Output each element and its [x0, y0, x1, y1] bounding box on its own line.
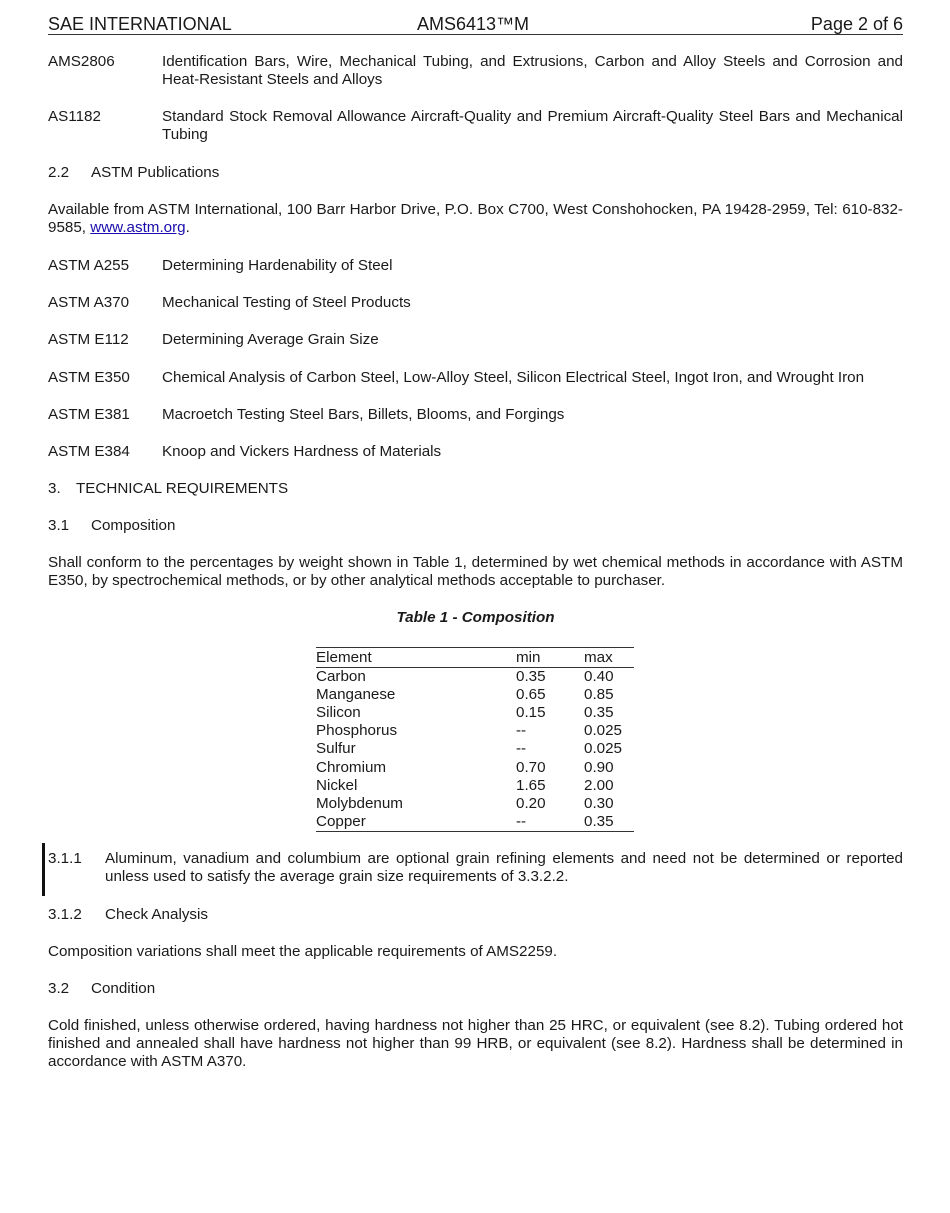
reference-title: Determining Hardenability of Steel [162, 257, 393, 274]
section-heading-3 [48, 480, 288, 498]
cell-element: Nickel [316, 776, 358, 794]
cell-max: 0.85 [584, 686, 614, 704]
section-title: Check Analysis [105, 906, 208, 923]
availability-text: Available from ASTM International, 100 Barr Harbor Drive, P.O. Box C700, West Conshohocken, PA 19428-2959, Tel: 610-832-9585, [48, 201, 903, 236]
cell-min: 0.65 [516, 686, 546, 704]
cell-max: 0.025 [584, 740, 623, 758]
section-number: 3.1 [48, 517, 70, 534]
column-header-max: max [584, 649, 613, 666]
table-row [316, 668, 634, 687]
cell-element: Manganese [316, 686, 396, 704]
column-header-element: Element [316, 649, 372, 666]
reference-code: ASTM E381 [48, 406, 130, 423]
availability-period: . [185, 219, 190, 236]
table-row [316, 795, 634, 813]
reference-title: Determining Average Grain Size [162, 331, 379, 348]
cell-element: Copper [316, 812, 366, 830]
section-title: ASTM Publications [91, 164, 220, 181]
section-number: 3.1.1 [48, 850, 82, 867]
reference-as1182 [48, 108, 903, 144]
reference-ams2806 [48, 53, 903, 89]
cell-min: -- [516, 740, 527, 758]
section-number: 3.2 [48, 980, 70, 997]
reference-title: Knoop and Vickers Hardness of Materials [162, 443, 442, 460]
header-doc-id: AMS6413™M [417, 14, 530, 34]
reference-title: Mechanical Testing of Steel Products [162, 294, 411, 311]
header-page-number: Page 2 of 6 [810, 14, 903, 34]
reference-title: Identification Bars, Wire, Mechanical Tubing, and Extrusions, Carbon and Alloy Steels and Corrosion and Heat-Resistant Steels and Alloys [162, 53, 903, 88]
section-heading-3-2 [48, 980, 155, 998]
cell-max: 0.025 [584, 722, 623, 740]
table-row [316, 740, 634, 758]
reference-code: AMS2806 [48, 53, 115, 70]
column-header-min: min [516, 649, 541, 666]
reference-title: Macroetch Testing Steel Bars, Billets, Blooms, and Forgings [162, 406, 565, 423]
section-heading-2-2 [48, 164, 219, 182]
reference-astm-a370 [48, 294, 903, 312]
table-row [316, 759, 634, 777]
cell-element: Sulfur [316, 740, 356, 758]
table-row [316, 686, 634, 704]
revision-change-bar [42, 843, 45, 896]
cell-min: -- [516, 812, 527, 830]
cell-element: Silicon [316, 704, 361, 722]
section-3-1-1 [48, 850, 903, 886]
reference-code: ASTM E384 [48, 443, 130, 460]
reference-code: AS1182 [48, 108, 101, 125]
cell-element: Phosphorus [316, 722, 398, 740]
table-header-row [316, 648, 634, 668]
cell-max: 0.35 [584, 704, 614, 722]
cell-element: Carbon [316, 668, 366, 686]
section-title: TECHNICAL REQUIREMENTS [76, 480, 289, 497]
composition-table [316, 647, 634, 832]
table-row [316, 813, 634, 832]
cell-max: 0.40 [584, 668, 614, 686]
cell-max: 0.35 [584, 812, 614, 830]
cell-min: 0.70 [516, 758, 546, 776]
cell-min: -- [516, 722, 527, 740]
reference-astm-e381 [48, 406, 903, 424]
astm-availability-paragraph [48, 201, 903, 237]
section-number: 3. [48, 480, 61, 497]
cell-max: 2.00 [584, 776, 614, 794]
reference-astm-e384 [48, 443, 903, 461]
cell-max: 0.90 [584, 758, 614, 776]
cell-element: Molybdenum [316, 794, 403, 812]
section-number: 2.2 [48, 164, 70, 181]
section-text: Aluminum, vanadium and columbium are optional grain refining elements and need not be determined or reported unless used to satisfy the average grain size requirements of 3.3.2.2. [105, 850, 903, 885]
document-page [48, 12, 903, 1070]
reference-code: ASTM A370 [48, 294, 130, 311]
cell-min: 0.20 [516, 794, 546, 812]
reference-code: ASTM A255 [48, 257, 130, 274]
cell-min: 0.15 [516, 704, 546, 722]
composition-paragraph: Shall conform to the percentages by weight shown in Table 1, determined by wet chemical methods in accordance with ASTM E350, by spectrochemical methods, or by other analytical methods acceptable to purchaser. [48, 554, 903, 589]
reference-code: ASTM E350 [48, 369, 130, 386]
reference-code: ASTM E112 [48, 331, 129, 348]
condition-paragraph: Cold finished, unless otherwise ordered, having hardness not higher than 25 HRC, or equivalent (see 8.2). Tubing ordered hot finished and annealed shall have hardness not higher than 99 HRB, or equivalent (see 8.2). Hardness shall be determined in accordance with ASTM A370. [48, 1017, 903, 1070]
reference-astm-a255 [48, 257, 903, 275]
table-row [316, 777, 634, 795]
cell-element: Chromium [316, 758, 387, 776]
header-org: SAE INTERNATIONAL [48, 14, 232, 34]
section-heading-3-1-2 [48, 906, 208, 924]
section-title: Condition [91, 980, 156, 997]
section-number: 3.1.2 [48, 906, 82, 923]
reference-title: Chemical Analysis of Carbon Steel, Low-Alloy Steel, Silicon Electrical Steel, Ingot Iron, and Wrought Iron [162, 369, 865, 386]
astm-website-link[interactable]: www.astm.org [90, 219, 186, 236]
table-row [316, 722, 634, 740]
cell-min: 0.35 [516, 668, 546, 686]
table-caption: Table 1 - Composition [396, 609, 555, 626]
cell-min: 1.65 [516, 776, 546, 794]
check-analysis-paragraph: Composition variations shall meet the applicable requirements of AMS2259. [48, 943, 558, 960]
table-row [316, 704, 634, 722]
section-heading-3-1 [48, 517, 175, 535]
reference-title: Standard Stock Removal Allowance Aircraft-Quality and Premium Aircraft-Quality Steel Bars and Mechanical Tubing [162, 108, 903, 143]
cell-max: 0.30 [584, 794, 614, 812]
reference-astm-e350 [48, 369, 903, 387]
section-title: Composition [91, 517, 176, 534]
page-header [48, 12, 903, 35]
reference-astm-e112 [48, 331, 903, 349]
